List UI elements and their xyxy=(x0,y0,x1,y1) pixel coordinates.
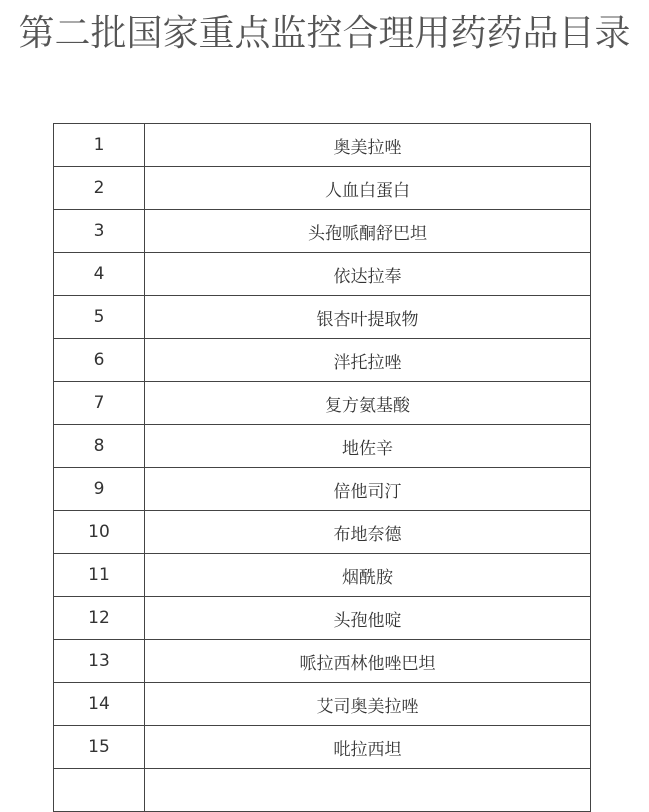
table-row xyxy=(54,210,591,253)
table-row xyxy=(54,640,591,683)
drug-name-cell xyxy=(145,769,591,812)
drug-name-cell: 倍他司汀 xyxy=(145,468,591,511)
row-number-cell: 14 xyxy=(54,683,145,726)
table-row xyxy=(54,382,591,425)
table-row xyxy=(54,726,591,769)
page-title: 第二批国家重点监控合理用药药品目录 xyxy=(18,13,631,54)
drug-name-cell: 吡拉西坦 xyxy=(145,726,591,769)
row-number-cell: 5 xyxy=(54,296,145,339)
table-row xyxy=(54,683,591,726)
row-number-cell: 6 xyxy=(54,339,145,382)
row-number-cell: 3 xyxy=(54,210,145,253)
table-row xyxy=(54,425,591,468)
table-row xyxy=(54,554,591,597)
drug-name-cell: 奥美拉唑 xyxy=(145,124,591,167)
table-row xyxy=(54,296,591,339)
table-row xyxy=(54,769,591,812)
drug-name-cell: 布地奈德 xyxy=(145,511,591,554)
table-row xyxy=(54,339,591,382)
row-number-cell: 9 xyxy=(54,468,145,511)
table-row xyxy=(54,167,591,210)
drug-name-cell: 烟酰胺 xyxy=(145,554,591,597)
drug-name-cell: 艾司奥美拉唑 xyxy=(145,683,591,726)
drug-name-cell: 头孢哌酮舒巴坦 xyxy=(145,210,591,253)
drug-name-cell: 地佐辛 xyxy=(145,425,591,468)
table-row xyxy=(54,253,591,296)
table-row xyxy=(54,597,591,640)
row-number-cell: 10 xyxy=(54,511,145,554)
drug-name-cell: 泮托拉唑 xyxy=(145,339,591,382)
row-number-cell: 2 xyxy=(54,167,145,210)
drug-name-cell: 复方氨基酸 xyxy=(145,382,591,425)
drug-list-table xyxy=(53,123,591,812)
row-number-cell: 15 xyxy=(54,726,145,769)
drug-name-cell: 头孢他啶 xyxy=(145,597,591,640)
drug-name-cell: 银杏叶提取物 xyxy=(145,296,591,339)
row-number-cell: 1 xyxy=(54,124,145,167)
row-number-cell: 7 xyxy=(54,382,145,425)
drug-list-body xyxy=(54,124,591,812)
table-row xyxy=(54,511,591,554)
row-number-cell: 13 xyxy=(54,640,145,683)
table-row xyxy=(54,124,591,167)
row-number-cell xyxy=(54,769,145,812)
row-number-cell: 4 xyxy=(54,253,145,296)
drug-name-cell: 人血白蛋白 xyxy=(145,167,591,210)
row-number-cell: 11 xyxy=(54,554,145,597)
drug-name-cell: 依达拉奉 xyxy=(145,253,591,296)
row-number-cell: 12 xyxy=(54,597,145,640)
drug-name-cell: 哌拉西林他唑巴坦 xyxy=(145,640,591,683)
row-number-cell: 8 xyxy=(54,425,145,468)
table-row xyxy=(54,468,591,511)
